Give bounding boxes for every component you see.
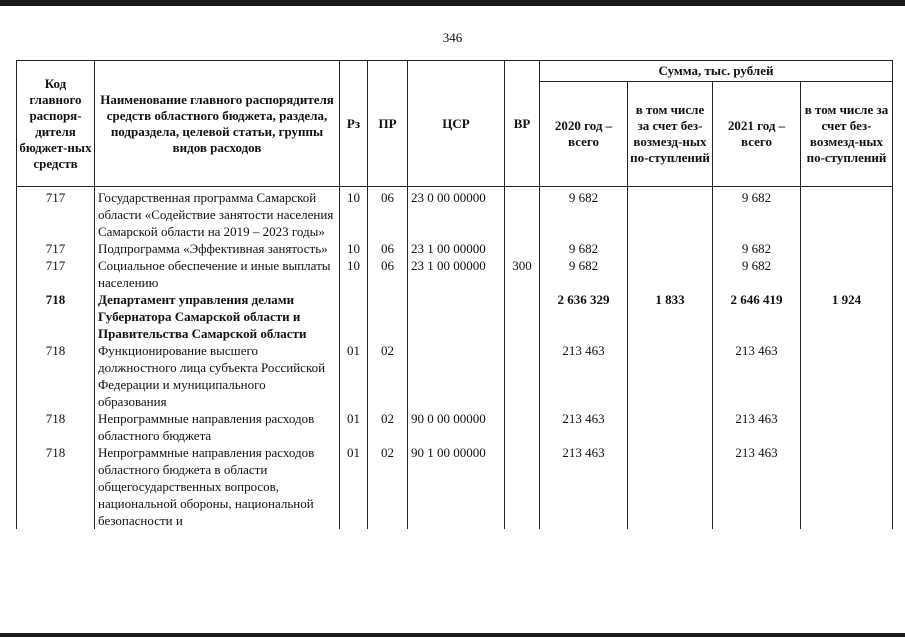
cell-rz: 10 bbox=[340, 257, 368, 291]
header-pr: ПР bbox=[368, 61, 408, 187]
cell-2021-free bbox=[801, 240, 893, 257]
cell-pr bbox=[368, 291, 408, 342]
cell-vr bbox=[505, 187, 540, 241]
cell-2021-total: 213 463 bbox=[713, 410, 801, 444]
cell-csr: 23 1 00 00000 bbox=[408, 257, 505, 291]
cell-2021-free bbox=[801, 257, 893, 291]
cell-2020-total: 9 682 bbox=[540, 240, 628, 257]
cell-2020-free bbox=[628, 187, 713, 241]
cell-2020-free bbox=[628, 240, 713, 257]
cell-2021-total: 213 463 bbox=[713, 444, 801, 529]
cell-pr: 02 bbox=[368, 444, 408, 529]
cell-vr bbox=[505, 410, 540, 444]
cell-name: Государственная программа Самарской области «Содействие занятости населения Самарской области на 2019 – 2023 годы» bbox=[95, 187, 340, 241]
cell-2020-free bbox=[628, 342, 713, 410]
header-rz: Рз bbox=[340, 61, 368, 187]
cell-2020-total: 213 463 bbox=[540, 410, 628, 444]
cell-rz: 01 bbox=[340, 444, 368, 529]
cell-pr: 02 bbox=[368, 410, 408, 444]
header-code: Код главного распоря-дителя бюджет-ных средств bbox=[17, 61, 95, 187]
cell-code: 718 bbox=[17, 410, 95, 444]
cell-name: Социальное обеспечение и иные выплаты населению bbox=[95, 257, 340, 291]
budget-table bbox=[16, 60, 893, 529]
header-2020-free: в том числе за счет без-возмезд-ных по-ступлений bbox=[628, 82, 713, 187]
cell-code: 717 bbox=[17, 240, 95, 257]
cell-vr bbox=[505, 240, 540, 257]
cell-2021-total: 213 463 bbox=[713, 342, 801, 410]
cell-rz: 01 bbox=[340, 342, 368, 410]
cell-rz bbox=[340, 291, 368, 342]
cell-csr: 90 1 00 00000 bbox=[408, 444, 505, 529]
table-row bbox=[17, 187, 893, 241]
cell-2021-free: 1 924 bbox=[801, 291, 893, 342]
cell-rz: 10 bbox=[340, 187, 368, 241]
cell-code: 717 bbox=[17, 187, 95, 241]
cell-2020-free: 1 833 bbox=[628, 291, 713, 342]
header-csr: ЦСР bbox=[408, 61, 505, 187]
cell-code: 718 bbox=[17, 291, 95, 342]
cell-2020-total: 213 463 bbox=[540, 444, 628, 529]
cell-2020-free bbox=[628, 410, 713, 444]
cell-vr bbox=[505, 291, 540, 342]
header-2021-free: в том числе за счет без-возмезд-ных по-ступлений bbox=[801, 82, 893, 187]
table-row bbox=[17, 291, 893, 342]
cell-name: Непрограммные направления расходов областного бюджета в области общегосударственных вопросов, национальной обороны, национальной безопасности и bbox=[95, 444, 340, 529]
cell-csr bbox=[408, 291, 505, 342]
table-row bbox=[17, 257, 893, 291]
cell-2021-total: 9 682 bbox=[713, 187, 801, 241]
table-row bbox=[17, 240, 893, 257]
cell-pr: 06 bbox=[368, 240, 408, 257]
cell-2021-free bbox=[801, 187, 893, 241]
table-row bbox=[17, 444, 893, 529]
table-body bbox=[17, 187, 893, 530]
cell-2021-free bbox=[801, 444, 893, 529]
cell-2021-free bbox=[801, 410, 893, 444]
cell-vr: 300 bbox=[505, 257, 540, 291]
cell-code: 718 bbox=[17, 342, 95, 410]
cell-2020-free bbox=[628, 257, 713, 291]
cell-pr: 06 bbox=[368, 187, 408, 241]
cell-2020-total: 213 463 bbox=[540, 342, 628, 410]
header-2021-total: 2021 год – всего bbox=[713, 82, 801, 187]
header-2020-total: 2020 год – всего bbox=[540, 82, 628, 187]
cell-rz: 01 bbox=[340, 410, 368, 444]
table-row bbox=[17, 410, 893, 444]
page-number: 346 bbox=[442, 30, 463, 45]
cell-csr: 90 0 00 00000 bbox=[408, 410, 505, 444]
cell-2020-total: 9 682 bbox=[540, 187, 628, 241]
cell-vr bbox=[505, 444, 540, 529]
cell-code: 717 bbox=[17, 257, 95, 291]
cell-csr bbox=[408, 342, 505, 410]
cell-name: Функционирование высшего должностного лица субъекта Российской Федерации и муниципального образования bbox=[95, 342, 340, 410]
cell-2020-total: 2 636 329 bbox=[540, 291, 628, 342]
table-row bbox=[17, 342, 893, 410]
cell-2021-total: 2 646 419 bbox=[713, 291, 801, 342]
header-name: Наименование главного распорядителя средств областного бюджета, раздела, подраздела, целевой статьи, группы видов расходов bbox=[95, 61, 340, 187]
cell-name: Непрограммные направления расходов областного бюджета bbox=[95, 410, 340, 444]
header-sum: Сумма, тыс. рублей bbox=[540, 61, 893, 82]
bottom-rule bbox=[0, 633, 905, 637]
cell-2020-total: 9 682 bbox=[540, 257, 628, 291]
cell-pr: 06 bbox=[368, 257, 408, 291]
cell-code: 718 bbox=[17, 444, 95, 529]
cell-name: Департамент управления делами Губернатора Самарской области и Правительства Самарской области bbox=[95, 291, 340, 342]
top-rule bbox=[0, 0, 905, 6]
cell-2020-free bbox=[628, 444, 713, 529]
cell-2021-total: 9 682 bbox=[713, 257, 801, 291]
cell-rz: 10 bbox=[340, 240, 368, 257]
cell-name: Подпрограмма «Эффективная занятость» bbox=[95, 240, 340, 257]
cell-pr: 02 bbox=[368, 342, 408, 410]
cell-csr: 23 1 00 00000 bbox=[408, 240, 505, 257]
cell-vr bbox=[505, 342, 540, 410]
cell-2021-total: 9 682 bbox=[713, 240, 801, 257]
cell-csr: 23 0 00 00000 bbox=[408, 187, 505, 241]
cell-2021-free bbox=[801, 342, 893, 410]
header-vr: ВР bbox=[505, 61, 540, 187]
